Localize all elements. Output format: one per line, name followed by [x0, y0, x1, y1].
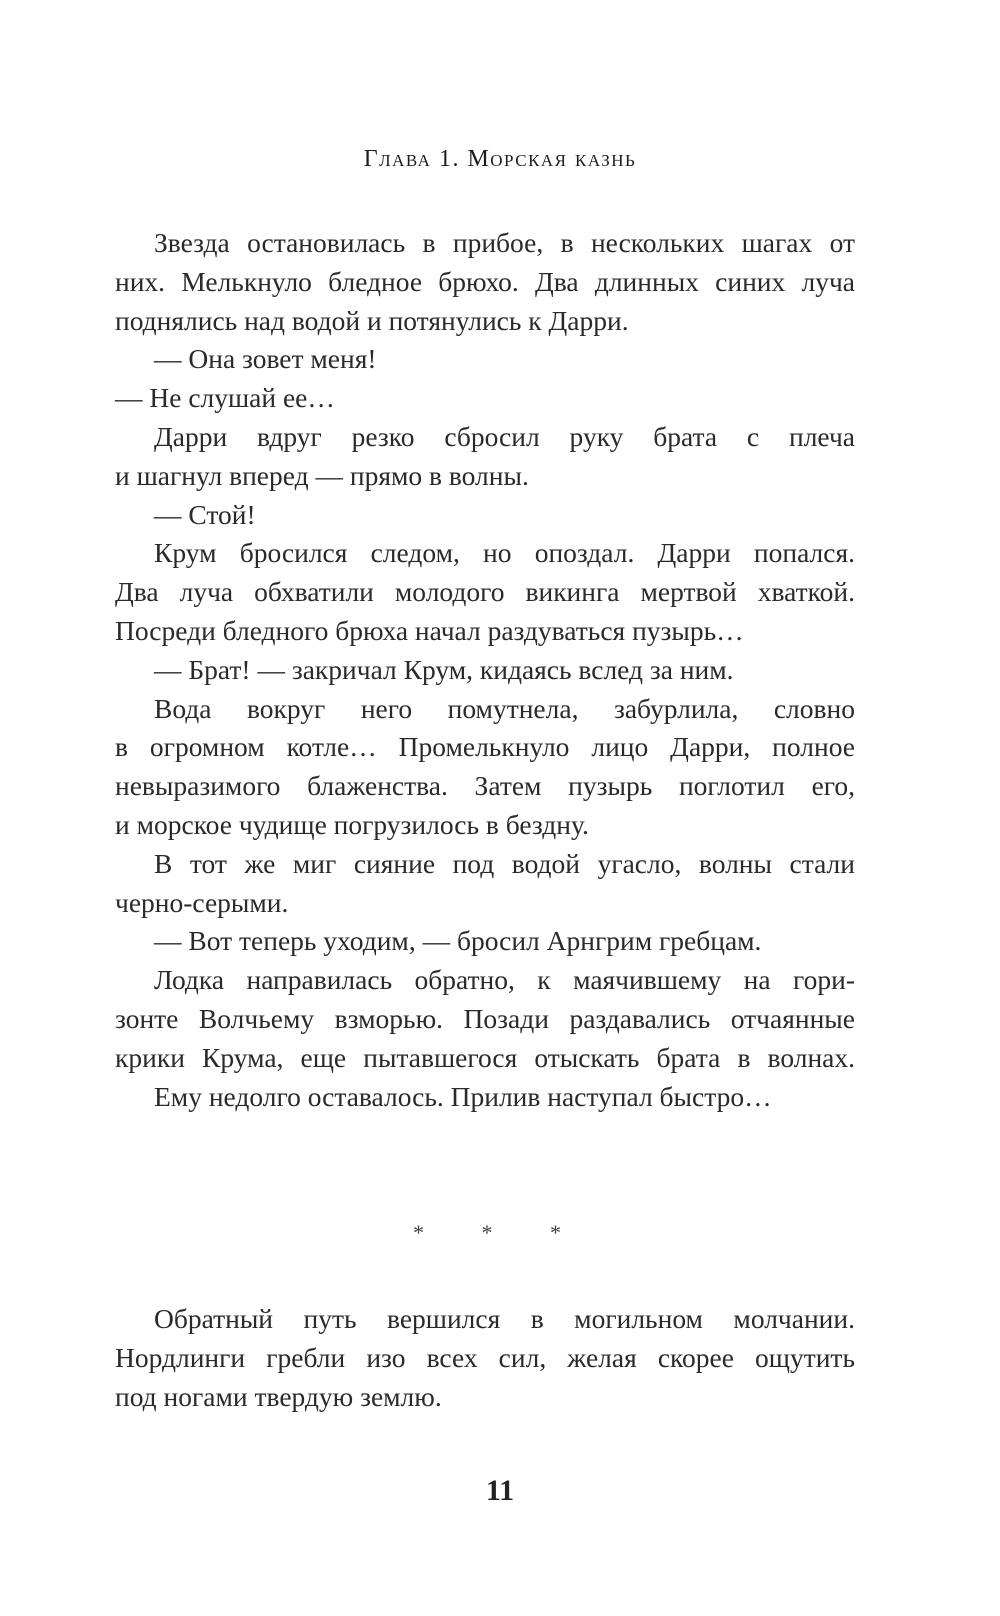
dialogue-line: — Не слушай ее… — [115, 382, 335, 414]
dialogue-line: — Брат! — закричал Крум, кидаясь вслед за ним. — [154, 653, 734, 685]
text-line: черно-серыми. — [115, 886, 289, 918]
main-text — [115, 224, 855, 1116]
page-number: 11 — [485, 1474, 515, 1507]
text-line: и морское чудище погрузилось в бездну. — [115, 808, 589, 840]
running-title: Глава 1. Морская казнь — [363, 146, 637, 172]
text-line: Обратный путь вершился в могильном молчании. — [154, 1303, 855, 1334]
after-break-text — [115, 1300, 855, 1416]
text-line: Два луча обхватили молодого викинга мертвой хваткой. — [115, 576, 855, 608]
text-line: поднялись над водой и потянулись к Дарри. — [115, 304, 629, 336]
text-line: Вода вокруг него помутнела, забурлила, словно — [154, 692, 855, 724]
text-line: Посреди бледного брюха начал раздуваться пузырь… — [115, 614, 744, 646]
dialogue-line: — Она зовет меня! — [154, 343, 377, 375]
text-line: и шагнул вперед — прямо в волны. — [115, 459, 529, 491]
text-line: них. Мелькнуло бледное брюхо. Два длинных синих луча — [115, 265, 855, 297]
scene-break: * * * — [413, 1220, 587, 1245]
text-line: невыразимого блаженства. Затем пузырь поглотил его, — [115, 770, 855, 802]
text-line: Дарри вдруг резко сбросил руку брата с плеча — [154, 420, 855, 452]
dialogue-line: — Вот теперь уходим, — бросил Арнгрим гребцам. — [154, 925, 762, 957]
text-line: крики Крума, еще пытавшегося отыскать брата в волнах. — [115, 1041, 855, 1073]
text-line: Звезда остановилась в прибое, в нескольких шагах от — [154, 227, 855, 258]
dialogue-line: — Стой! — [154, 498, 256, 530]
text-line: в огромном котле… Промелькнуло лицо Дарри, полное — [115, 731, 855, 763]
text-line: Лодка направилась обратно, к маячившему на гори- — [154, 964, 855, 996]
text-line: Крум бросился следом, но опоздал. Дарри попался. — [154, 537, 855, 569]
text-line: Нордлинги гребли изо всех сил, желая скорее ощутить — [115, 1341, 855, 1373]
text-line: Ему недолго оставалось. Прилив наступал быстро… — [154, 1080, 772, 1112]
text-line: под ногами твердую землю. — [115, 1380, 442, 1412]
text-line: зонте Волчьему взморью. Позади раздавались отчаянные — [115, 1002, 855, 1034]
text-line: В тот же миг сияние под водой угасло, волны стали — [154, 847, 855, 879]
